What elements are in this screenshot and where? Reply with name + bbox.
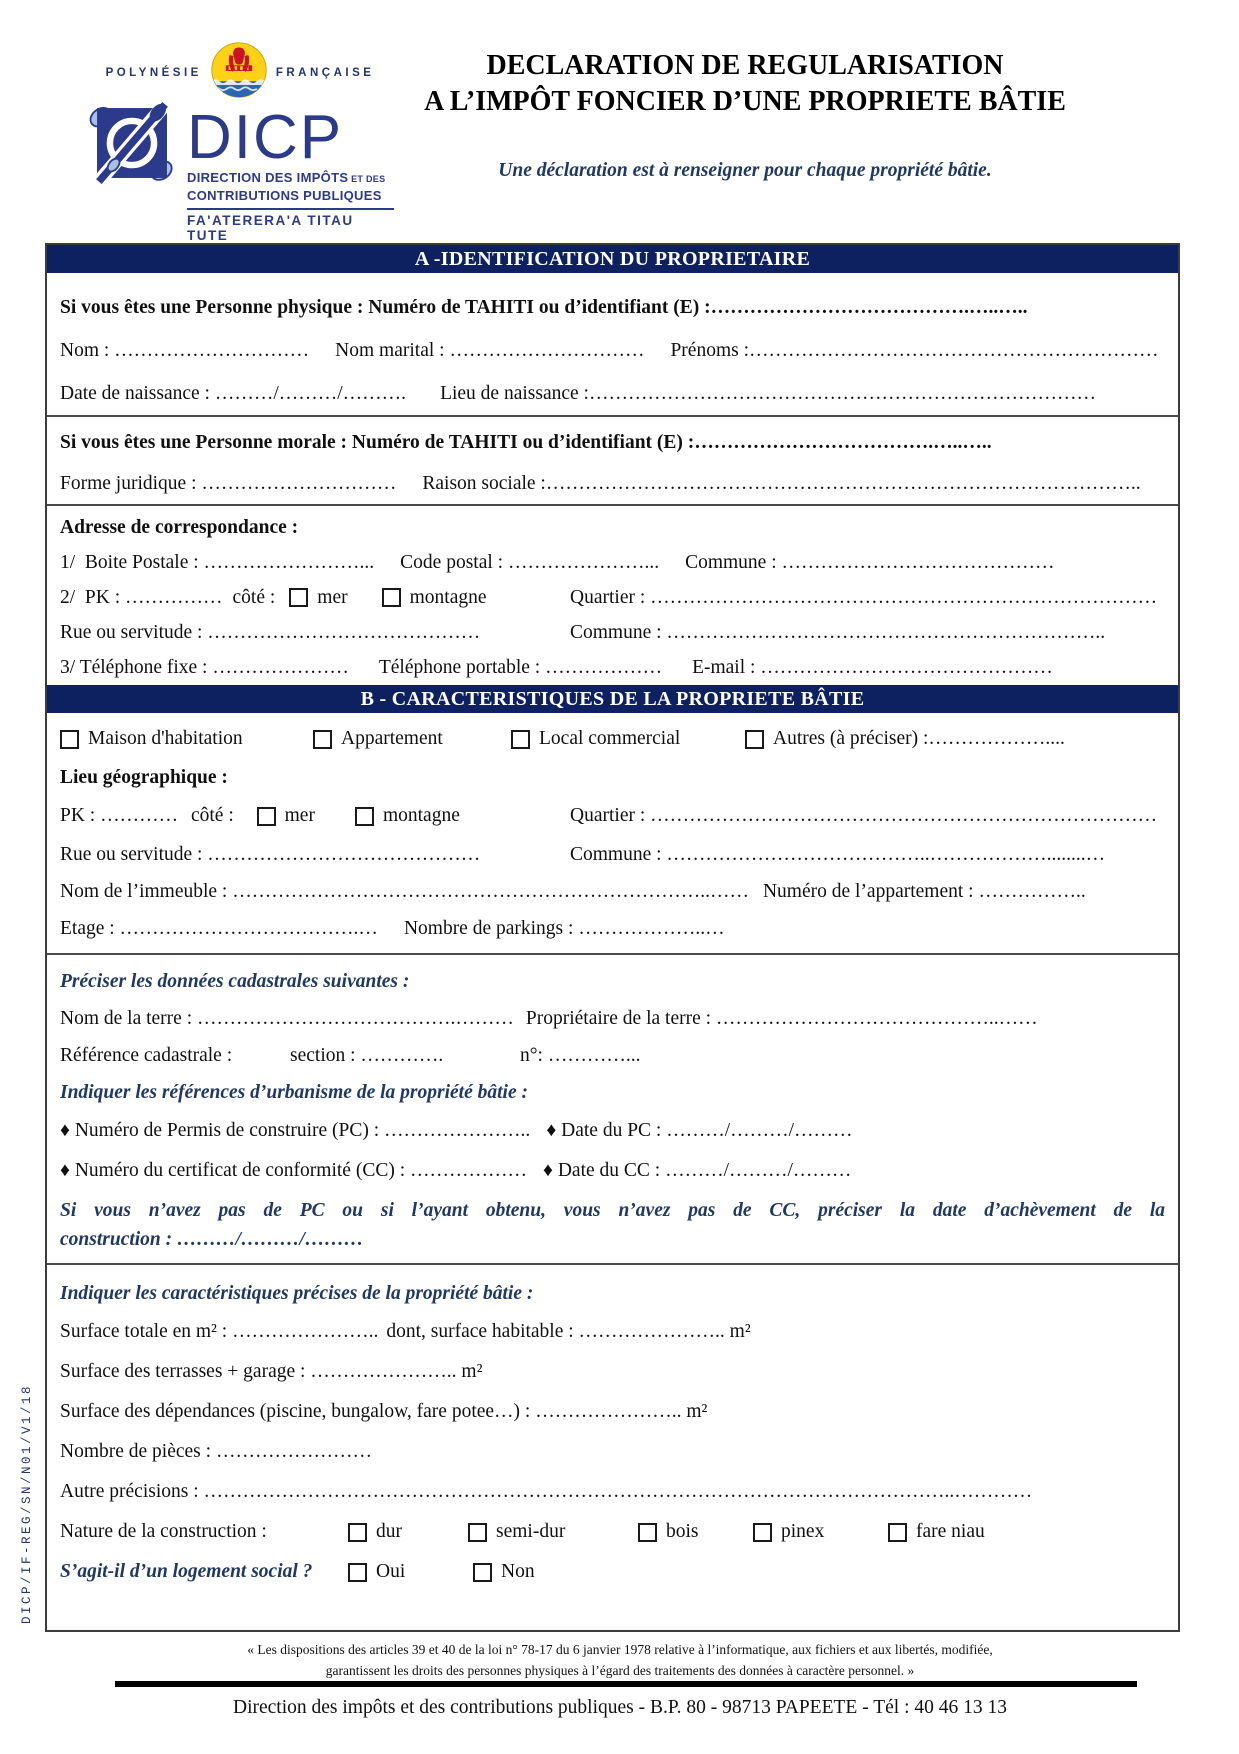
field-surface-dependances: Surface des dépendances (piscine, bungalow, fare potee…) : ………………….. m²	[60, 1401, 708, 1422]
field-logement-social: S’agit-il d’un logement social ? Oui Non	[60, 1561, 535, 1582]
document-code: DICP/IF-REG/SN/N01/V1/18	[20, 1383, 34, 1624]
field-etage: Etage : ……………………………….… Nombre de parkings : ………………..…	[60, 917, 725, 939]
field-type-propriete	[60, 713, 1165, 759]
legal-line2: garantissent les droits des personnes physiques à l’égard des traitements des données à caractère personnel. »	[325, 1662, 915, 1678]
field-autres-precisions: Autre précisions : ……………………………………………………………………………………………………..…………	[60, 1481, 1033, 1502]
checkbox-appartement[interactable]	[313, 730, 332, 749]
field-rue-correspondance: Rue ou servitude : …………………………………… Commune : …………………………………………………………..	[60, 621, 1106, 643]
section-a-content	[47, 273, 1178, 685]
checkbox-mer-geo-label: mer	[284, 805, 315, 826]
field-identifiant-physique: Si vous êtes une Personne physique : Numéro de TAHITI ou d’identifiant (E) :………………………………….…..…..	[60, 296, 1028, 318]
checkbox-montagne-label: montagne	[409, 586, 487, 608]
checkbox-mer[interactable]	[289, 588, 308, 607]
page-subtitle: Une déclaration est à renseigner pour chaque propriété bâtie.	[498, 160, 992, 181]
checkbox-pinex[interactable]	[753, 1523, 772, 1542]
checkbox-mer-geo[interactable]	[257, 807, 276, 826]
no-pc-note-line1: Si vous n’avez pas de PC ou si l’ayant obtenu, vous n’avez pas de CC, préciser la date d’achèvement de la	[60, 1200, 1165, 1221]
field-telephone: 3/ Téléphone fixe : ………………… Téléphone portable : ……………… E-mail : ………………………………………	[60, 656, 1053, 678]
checkbox-bois[interactable]	[638, 1523, 657, 1542]
brand-region-right: FRANÇAISE	[275, 66, 375, 79]
dicp-logo-icon	[86, 97, 178, 194]
checkbox-non-label: Non	[501, 1561, 535, 1582]
footer-rule	[115, 1681, 1137, 1687]
field-identifiant-morale: Si vous êtes une Personne morale : Numéro de TAHITI ou d’identifiant (E) :……………………………….…..…..	[60, 431, 992, 453]
checkbox-fare-niau-label: fare niau	[916, 1521, 985, 1542]
page-title-line1: DECLARATION DE REGULARISATION	[486, 50, 1004, 81]
brand-tahitian: FA'ATERERA'A TITAU TUTE	[187, 208, 394, 243]
checkbox-pinex-label: pinex	[781, 1521, 825, 1542]
checkbox-semi-dur[interactable]	[468, 1523, 487, 1542]
checkbox-maison-label: Maison d'habitation	[88, 728, 243, 749]
brand-org-line2: CONTRIBUTIONS PUBLIQUES	[187, 188, 382, 204]
field-nom: Nom : ………………………… Nom marital : ………………………… Prénoms :………………………………………………………	[60, 339, 1159, 361]
checkbox-oui-label: Oui	[376, 1561, 406, 1582]
checkbox-montagne-geo-label: montagne	[382, 805, 460, 826]
checkbox-dur[interactable]	[348, 1523, 367, 1542]
checkbox-autres[interactable]	[745, 730, 764, 749]
section-b-content	[47, 713, 1178, 1592]
checkbox-non[interactable]	[473, 1563, 492, 1582]
urbanisme-heading: Indiquer les références d’urbanisme de la propriété bâtie :	[60, 1081, 528, 1103]
checkbox-mer-label: mer	[317, 586, 348, 608]
field-immeuble: Nom de l’immeuble : ………………………………………………………………..…… Numéro de l’appartement : ……………..	[60, 880, 1086, 902]
legal-notice	[120, 1640, 1120, 1682]
checkbox-oui[interactable]	[348, 1563, 367, 1582]
checkbox-dur-label: dur	[376, 1521, 402, 1542]
checkbox-local-commercial-label: Local commercial	[539, 728, 681, 749]
field-nombre-pieces: Nombre de pièces : ……………………	[60, 1441, 372, 1462]
brand-region-left: POLYNÉSIE	[105, 66, 202, 79]
polynesia-emblem-icon	[209, 40, 269, 105]
section-b-header: B - CARACTERISTIQUES DE LA PROPRIETE BÂTIE	[47, 685, 1178, 713]
field-pk-correspondance: 2/ PK : …………… côté : mer montagne Quartier : ……………………………………………………………………	[60, 586, 1158, 608]
checkbox-montagne[interactable]	[382, 588, 401, 607]
page-title-line2: A L’IMPÔT FONCIER D’UNE PROPRIETE BÂTIE	[424, 86, 1066, 118]
field-pk-geo: PK : ………… côté : mer montagne Quartier : ……………………………………………………………………	[60, 805, 1158, 826]
field-rue-geo: Rue ou servitude : …………………………………… Commune : …………………………………..………………........…	[60, 843, 1106, 865]
field-nom-terre: Nom de la terre : ………………………………….……… Propriétaire de la terre : ……………………………………..……	[60, 1007, 1038, 1029]
checkbox-montagne-geo[interactable]	[355, 807, 374, 826]
checkbox-autres-label: Autres (à préciser) :………………....	[773, 728, 1065, 749]
lieu-geographique-heading: Lieu géographique :	[60, 766, 228, 788]
field-surface-terrasses: Surface des terrasses + garage : ………………….. m²	[60, 1361, 483, 1382]
brand-org-line1: DIRECTION DES IMPÔTS	[187, 169, 349, 185]
checkbox-appartement-label: Appartement	[341, 728, 443, 749]
field-naissance: Date de naissance : ………/………/………. Lieu de naissance :……………………………………………………………………	[60, 382, 1096, 404]
field-certificat-conformite: ♦ Numéro du certificat de conformité (CC) : ……………… ♦ Date du CC : ………/………/………	[60, 1160, 852, 1181]
cadastre-heading: Préciser les données cadastrales suivantes :	[60, 970, 410, 992]
brand-acronym: DICP	[187, 103, 344, 172]
field-nature-construction: Nature de la construction : dur semi-dur bois pinex fare niau	[60, 1521, 985, 1542]
section-a-header: A -IDENTIFICATION DU PROPRIETAIRE	[47, 245, 1178, 273]
field-reference-cadastrale: Référence cadastrale : section : …………. n°: …………...	[60, 1044, 641, 1066]
checkbox-local-commercial[interactable]	[511, 730, 530, 749]
form-box	[45, 243, 1180, 1632]
brand-org-line1b: ET DES	[348, 173, 386, 184]
page-title	[420, 48, 1070, 121]
adresse-heading: Adresse de correspondance :	[60, 516, 299, 538]
checkbox-bois-label: bois	[666, 1521, 699, 1542]
field-boite-postale: 1/ Boite Postale : ……………………... Code postal : …………………... Commune : ……………………………………	[60, 551, 1055, 573]
brand-block	[86, 40, 394, 243]
field-forme-juridique: Forme juridique : ………………………… Raison sociale :………………………………………………………………………………..	[60, 472, 1141, 494]
field-surface-totale: Surface totale en m² : ………………….. dont, surface habitable : ………………….. m²	[60, 1321, 751, 1342]
checkbox-maison[interactable]	[60, 730, 79, 749]
no-pc-note-line2: construction : ………/………/………	[60, 1229, 364, 1250]
legal-line1: « Les dispositions des articles 39 et 40 de la loi n° 78-17 du 6 janvier 1978 relative à l’informatique, aux fichiers et aux libertés, modifiée,	[247, 1642, 993, 1657]
checkbox-fare-niau[interactable]	[888, 1523, 907, 1542]
caracteristiques-heading: Indiquer les caractéristiques précises de la propriété bâtie :	[60, 1282, 534, 1304]
checkbox-semi-dur-label: semi-dur	[496, 1521, 566, 1542]
footer-contact: Direction des impôts et des contributions publiques - B.P. 80 - 98713 PAPEETE - Tél : 40 46 13 13	[232, 1697, 1007, 1718]
field-permis-construire: ♦ Numéro de Permis de construire (PC) : ………………….. ♦ Date du PC : ………/………/………	[60, 1120, 853, 1141]
